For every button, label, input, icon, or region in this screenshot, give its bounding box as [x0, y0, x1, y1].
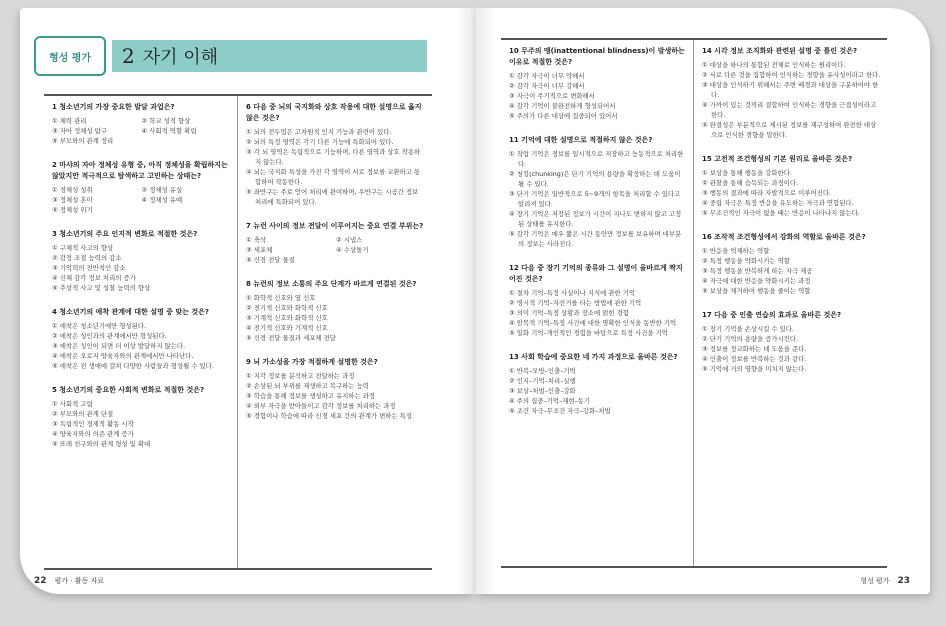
answer-option: ② 전기적 신호와 화학적 신호 — [246, 304, 328, 312]
answer-option: ② 특정 행동을 약화시키는 역할 — [702, 257, 790, 265]
answer-option: ④ 주의 집중–기억–재현–동기 — [509, 397, 591, 405]
chapter-number: 2 — [122, 44, 135, 68]
question-item — [246, 279, 426, 343]
answer-options — [246, 371, 426, 421]
answer-option: ③ 기억력의 전반적인 감소 — [52, 264, 126, 272]
answer-option: ④ 신체 감각 정보 처리의 증가 — [52, 274, 136, 282]
question-text: 13 사회 학습에 중요한 네 가지 과정으로 올바른 것은? — [509, 353, 678, 361]
answer-option: ④ 양육자와의 의존 관계 증가 — [52, 430, 134, 438]
answer-option: ① 뇌의 전두엽은 고차원적 인지 기능과 관련이 있다. — [246, 128, 392, 136]
answer-options — [246, 127, 426, 207]
answer-option: ⑤ 경험이나 학습에 따라 신경 세포 간의 관계가 변하는 특성 — [246, 412, 412, 420]
right-page-column-1 — [501, 40, 694, 566]
answer-option: ② 학교 성적 향상 — [141, 117, 191, 125]
answer-options — [509, 366, 687, 416]
chapter-header — [34, 36, 427, 76]
answer-option: ③ 세포체 — [246, 246, 273, 254]
question-text: 8 뉴런의 정보 소통의 주요 단계가 바르게 연결된 것은? — [246, 280, 417, 288]
answer-option: ⑤ 신경 전달 물질과 세포체 전달 — [246, 334, 336, 342]
answer-option: ③ 정체성 혼미 — [52, 196, 93, 204]
answer-option: ① 축삭 — [246, 236, 267, 244]
question-item — [509, 46, 687, 121]
page-number-right: 23 — [897, 576, 910, 586]
question-item — [246, 102, 426, 207]
answer-options — [52, 243, 231, 293]
answer-option: ② 감각 자극이 너무 강해서 — [509, 82, 585, 90]
answer-options — [509, 71, 687, 121]
question-item — [52, 229, 231, 293]
answer-option: ① 구체적 사고의 향상 — [52, 244, 114, 252]
question-text: 12 다음 중 장기 기억의 종류와 그 설명이 올바르게 짝지어진 것은? — [509, 264, 683, 283]
answer-option: ② 단기 기억의 용량을 증가시킨다. — [702, 335, 799, 343]
answer-option: ④ 암묵적 기억–특정 사건에 대한 명확한 인식을 동반한 기억 — [509, 319, 677, 327]
question-text: 16 조작적 조건형성에서 강화의 역할로 올바른 것은? — [702, 233, 866, 241]
answer-option: ⑤ 완결성은 부분적으로 제시된 정보를 재구성하여 완전한 대상으로 인식한 경향을 말한다. — [702, 121, 877, 139]
answer-option: ② 감정 조절 능력의 감소 — [52, 254, 122, 262]
answer-option: ① 체력 관리 — [52, 117, 87, 125]
question-text: 4 청소년기의 애착 관계에 대한 설명 중 맞는 것은? — [52, 308, 209, 316]
chapter-title-bar — [112, 40, 427, 72]
answer-options — [52, 399, 231, 449]
answer-option: ⑤ 추상적 사고 및 성찰 능력의 향상 — [52, 284, 151, 292]
answer-options — [702, 324, 881, 374]
answer-option: ① 반복–모방–인출–기억 — [509, 367, 576, 375]
answer-option: ③ 보상–처벌–인출–강화 — [509, 387, 576, 395]
answer-option: ① 화학적 신호와 열 신호 — [246, 294, 316, 302]
footer-text-right: 형성 평가 — [860, 577, 890, 585]
answer-option: ③ 기계적 신호와 화학적 신호 — [246, 314, 328, 322]
question-text: 17 다음 중 인출 연습의 효과로 올바른 것은? — [702, 311, 842, 319]
question-text: 2 마샤의 자아 정체성 유형 중, 아직 정체성을 확립하지는 않았지만 적극적으로 탐색하고 고민하는 상태는? — [52, 161, 228, 180]
answer-option: ⑤ 또래 친구와의 관계 형성 및 확대 — [52, 440, 151, 448]
question-item — [509, 135, 687, 249]
answer-option: ③ 각 뇌 영역은 독립적으로 기능하며, 다른 영역과 상호 작용하지 않는다. — [246, 148, 421, 166]
answer-option: ④ 인출이 정보를 반복하는 것과 같다. — [702, 355, 807, 363]
question-item — [702, 310, 881, 374]
answer-option: ③ 행동의 결과에 따라 자발적으로 이루어진다. — [702, 189, 832, 197]
answer-option: ① 감각 자극이 너무 약해서 — [509, 72, 585, 80]
answer-option: ⑤ 주의가 다른 대상에 집중되어 있어서 — [509, 112, 618, 120]
question-item — [52, 160, 231, 215]
question-item — [52, 307, 231, 371]
answer-option: ③ 독립적인 경제적 활동 시작 — [52, 420, 134, 428]
question-item — [702, 232, 881, 296]
answer-option: ④ 외부 자극을 받아들이고 감각 정보를 처리하는 과정 — [246, 402, 396, 410]
answer-option: ② 애착은 성인과의 관계에서만 형성된다. — [52, 332, 167, 340]
left-footer — [34, 576, 104, 586]
answer-option: ① 대상을 하나의 통합된 전체로 인식하는 원리이다. — [702, 61, 846, 69]
question-item — [702, 46, 881, 140]
answer-option: ① 보상을 통해 행동을 강화한다. — [702, 169, 792, 177]
question-text: 1 청소년기의 가장 중요한 발달 과업은? — [52, 103, 175, 111]
answer-option: ② 뇌의 특정 영역은 각기 다른 기능에 특화되어 있다. — [246, 138, 394, 146]
answer-option: ④ 정체성 유예 — [141, 196, 183, 204]
answer-options — [52, 185, 231, 215]
answer-option: ② 명시적 기억–자전거를 타는 방법에 관한 기억 — [509, 299, 642, 307]
answer-options — [702, 168, 881, 218]
answer-option: ③ 단기 기억은 일반적으로 5~9개의 항목을 처리할 수 있다고 알려져 있다. — [509, 190, 681, 208]
answer-options — [52, 321, 231, 371]
answer-options — [702, 60, 881, 140]
left-page — [20, 8, 475, 594]
question-text: 10 무주의 맹(inattentional blindness)이 발생하는 이유로 적절한 것은? — [509, 47, 685, 66]
chapter-title: 자기 이해 — [142, 47, 219, 68]
question-grid-left — [44, 94, 432, 570]
answer-option: ⑤ 좌반구는 주로 언어 처리에 관여하며, 우반구는 시공간 정보 처리에 특화되어 있다. — [246, 188, 419, 206]
answer-option: ③ 학습을 통해 정보를 생성하고 유지하는 과정 — [246, 392, 376, 400]
answer-option: ① 작업 기억은 정보를 일시적으로 저장하고 능동적으로 처리한다. — [509, 150, 684, 168]
answer-option: ③ 의미 기억–특정 상황과 장소에 얽힌 경험 — [509, 309, 629, 317]
question-item — [246, 221, 426, 265]
answer-option: ② 청킹(chunking)은 단기 기억의 용량을 확장하는 데 도움이 될 수 있다. — [509, 170, 681, 188]
answer-option: ① 사회적 고립 — [52, 400, 93, 408]
question-item — [246, 357, 426, 421]
answer-option: ④ 장기 기억은 저장된 정보가 시간이 지나도 변하지 않고 고정된 상태를 유지한다. — [509, 210, 682, 228]
footer-text-left: 평가 · 활동 자료 — [54, 577, 105, 585]
answer-option: ④ 중립 자극은 특정 반응을 유도하는 자극과 연합된다. — [702, 199, 854, 207]
answer-options — [702, 246, 881, 296]
answer-option: ② 손상된 뇌 부위를 재생하고 복구하는 능력 — [246, 382, 369, 390]
right-page — [475, 8, 930, 594]
question-item — [509, 352, 687, 416]
answer-option: ④ 애착은 오로지 양육자와의 관계에서만 나타난다. — [52, 352, 194, 360]
question-text: 14 시각 정보 조직화와 관련된 설명 중 틀린 것은? — [702, 47, 858, 55]
question-text: 5 청소년기의 중요한 사회적 변화로 적절한 것은? — [52, 386, 205, 394]
question-text: 11 기억에 대한 설명으로 적절하지 않은 것은? — [509, 136, 653, 144]
answer-options — [246, 235, 426, 265]
answer-options — [509, 149, 687, 249]
page-number-left: 22 — [34, 576, 47, 586]
answer-option: ④ 전기적 신호와 기계적 신호 — [246, 324, 328, 332]
answer-option: ⑤ 기억에 거의 영향을 미치지 않는다. — [702, 365, 807, 373]
answer-options — [509, 288, 687, 338]
answer-option: ① 반응을 억제하는 역할 — [702, 247, 770, 255]
answer-option: ① 정체성 성취 — [52, 186, 93, 194]
answer-option: ③ 자아 정체성 탐구 — [52, 127, 108, 135]
answer-option: ⑤ 애착은 전 생애에 걸쳐 다양한 사람들과 형성될 수 있다. — [52, 362, 214, 370]
answer-option: ③ 자극이 주기적으로 변화해서 — [509, 92, 595, 100]
answer-options — [246, 293, 426, 343]
answer-option: ④ 사회적 역할 확립 — [141, 127, 197, 135]
answer-option: ⑤ 조건 자극–무조건 자극–강화–처벌 — [509, 407, 611, 415]
answer-option: ⑤ 신경 전달 물질 — [246, 256, 295, 264]
answer-option: ② 서로 다른 것을 집합하여 인식하는 경향을 유사성이라고 한다. — [702, 71, 881, 79]
right-page-column-2 — [694, 40, 887, 566]
question-item — [52, 385, 231, 449]
right-footer — [860, 576, 910, 586]
answer-option: ② 인지–기억–처리–실행 — [509, 377, 576, 385]
answer-option: ② 정체성 유실 — [141, 186, 183, 194]
answer-option: ① 장기 기억을 손상시킬 수 있다. — [702, 325, 794, 333]
question-text: 3 청소년기의 주요 인지적 변화로 적절한 것은? — [52, 230, 198, 238]
answer-option: ④ 수상돌기 — [336, 246, 369, 254]
answer-option: ② 시냅스 — [336, 236, 363, 244]
answer-option: ① 지각 정보를 분석하고 전달하는 과정 — [246, 372, 355, 380]
answer-option: ④ 자극에 대한 반응을 약화시키는 과정 — [702, 277, 811, 285]
question-item — [702, 154, 881, 218]
answer-option: ⑤ 무조건적인 자극이 없을 때는 반응이 나타나지 않는다. — [702, 209, 860, 217]
answer-option: ⑤ 일화 기억–개인적인 경험을 바탕으로 특정 사건을 기억 — [509, 329, 668, 337]
answer-option: ⑤ 감각 기억은 매우 짧은 시간 동안만 정보를 보유하며 대부분의 정보는 사라진다. — [509, 230, 682, 248]
answer-option: ④ 뇌는 국지화 특성을 가진 각 영역이 서로 정보를 교환하고 통합하여 작동한다. — [246, 168, 421, 186]
left-page-column-2 — [238, 96, 432, 568]
question-item — [509, 263, 687, 338]
answer-option: ③ 대상을 인식하기 위해서는 주변 배경과 대상을 구분하여야 한다. — [702, 81, 879, 99]
question-text: 7 뉴런 사이의 정보 전달이 이루어지는 중요 연결 부위는? — [246, 222, 424, 230]
answer-option: ③ 정보를 정교화하는 데 도움을 준다. — [702, 345, 807, 353]
answer-option: ③ 특정 행동을 반복하게 하는 자극 제공 — [702, 267, 813, 275]
question-text: 15 고전적 조건형성의 기본 원리로 올바른 것은? — [702, 155, 853, 163]
answer-option: ① 애착은 청소년기에만 형성된다. — [52, 322, 147, 330]
question-item — [52, 102, 231, 146]
left-page-column-1 — [44, 96, 238, 568]
answer-option: ⑤ 정체성 위기 — [52, 206, 93, 214]
question-text: 9 뇌 가소성을 가장 적절하게 설명한 것은? — [246, 358, 378, 366]
assessment-badge: 형성 평가 — [34, 36, 106, 76]
answer-option: ③ 애착은 성인이 되면 더 이상 발달하지 않는다. — [52, 342, 186, 350]
answer-option: ⑤ 보상을 제거하여 행동을 줄이는 역할 — [702, 287, 811, 295]
answer-option: ⑤ 부모와의 관계 정리 — [52, 137, 114, 145]
question-grid-right — [501, 38, 887, 568]
answer-option: ② 관찰을 통해 습득되는 과정이다. — [702, 179, 799, 187]
answer-option: ② 부모와의 관계 단절 — [52, 410, 114, 418]
answer-option: ① 절차 기억–특정 사실이나 지식에 관한 기억 — [509, 289, 636, 297]
answer-option: ④ 감각 기억이 불완전하게 형성되어서 — [509, 102, 616, 110]
answer-options — [52, 116, 231, 146]
question-text: 6 다음 중 뇌의 국지화와 상호 작용에 대한 설명으로 옳지 않은 것은? — [246, 103, 422, 122]
answer-option: ④ 가까이 있는 것끼리 결합하여 인식하는 경향을 근접성이라고 한다. — [702, 101, 877, 119]
